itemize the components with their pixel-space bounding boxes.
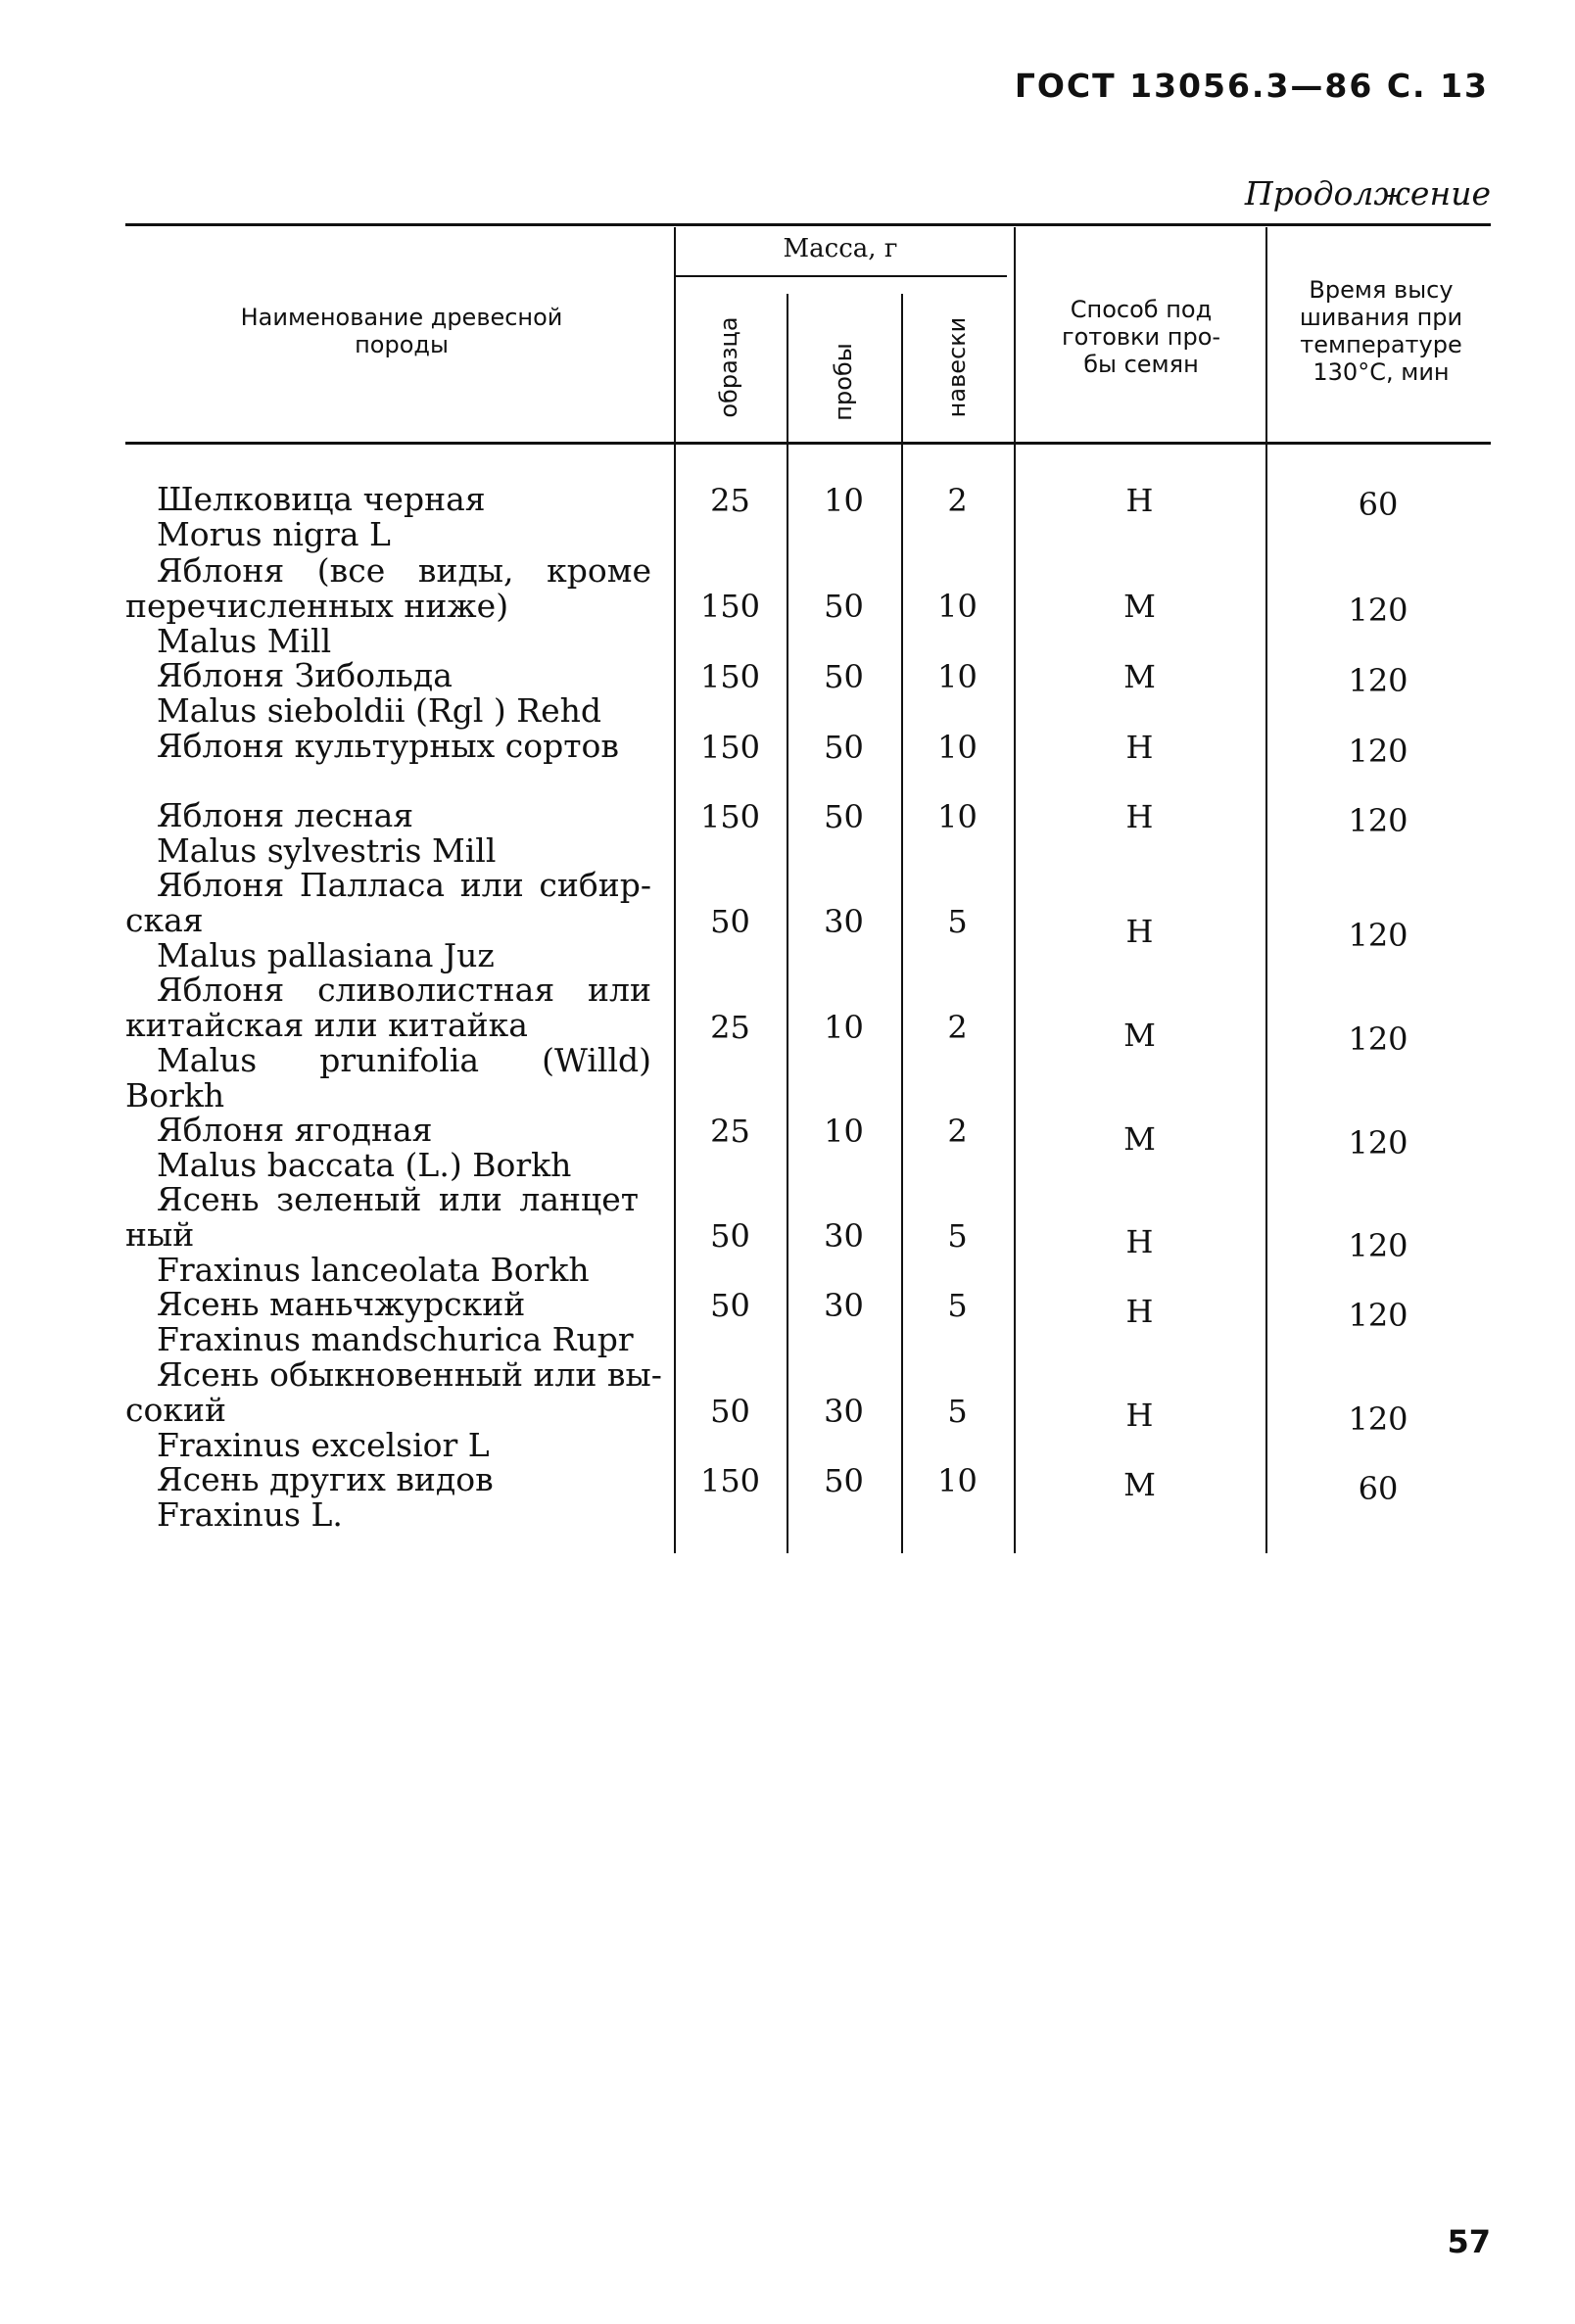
cell-sample-mass: 50 xyxy=(710,1393,750,1430)
cell-method: М xyxy=(1123,1017,1156,1054)
cell-drying-time: 120 xyxy=(1348,1227,1408,1264)
header-species-name: Наименование древесной породы xyxy=(240,304,563,358)
cell-method: Н xyxy=(1125,1223,1154,1260)
cell-probe-mass: 30 xyxy=(824,1393,864,1430)
table-row: Яблоня Палласа или сибир- ская Malus pallasiana Juz xyxy=(125,866,651,974)
cell-drying-time: 120 xyxy=(1348,1297,1408,1334)
cell-drying-time: 120 xyxy=(1348,1020,1408,1058)
cell-probe-mass: 10 xyxy=(824,482,864,519)
continuation-label: Продолжение xyxy=(1244,174,1491,213)
document-code-header: ГОСТ 13056.3—86 С. 13 xyxy=(1014,67,1489,105)
cell-weighing-mass: 10 xyxy=(937,798,978,835)
header-bottom-rule xyxy=(125,442,1491,445)
table-row: Ясень зеленый или ланцет ный Fraxinus lanceolata Borkh xyxy=(125,1180,639,1289)
cell-sample-mass: 50 xyxy=(710,903,750,940)
cell-sample-mass: 150 xyxy=(699,658,761,695)
header-drying-time: Время высу шивания при температуре 130°С, мин xyxy=(1299,276,1463,386)
cell-probe-mass: 50 xyxy=(824,798,864,835)
cell-sample-mass: 150 xyxy=(699,588,761,625)
cell-drying-time: 60 xyxy=(1358,486,1399,523)
cell-weighing-mass: 10 xyxy=(937,658,978,695)
cell-drying-time: 60 xyxy=(1358,1470,1399,1507)
cell-weighing-mass: 2 xyxy=(947,1113,968,1150)
table-top-rule xyxy=(125,223,1491,226)
column-divider xyxy=(1014,227,1016,1553)
cell-probe-mass: 30 xyxy=(824,1217,864,1255)
cell-probe-mass: 10 xyxy=(824,1009,864,1046)
cell-method: Н xyxy=(1125,482,1154,519)
cell-weighing-mass: 5 xyxy=(947,1393,968,1430)
cell-method: М xyxy=(1123,1466,1156,1503)
cell-drying-time: 120 xyxy=(1348,733,1408,770)
cell-method: Н xyxy=(1125,1293,1154,1330)
table-row: Яблоня сливолистная или китайская или китайка Malus prunifolia (Willd) Borkh xyxy=(125,971,651,1115)
table-row: Яблоня лесная Malus sylvestris Mill xyxy=(157,796,497,870)
header-mass-probe: пробы xyxy=(830,343,857,421)
cell-method: Н xyxy=(1125,913,1154,950)
column-divider xyxy=(674,227,676,1553)
cell-drying-time: 120 xyxy=(1348,662,1408,699)
cell-probe-mass: 50 xyxy=(824,588,864,625)
cell-sample-mass: 25 xyxy=(710,482,750,519)
table-row: Ясень обыкновенный или вы- сокий Fraxinus excelsior L xyxy=(125,1355,662,1464)
cell-sample-mass: 50 xyxy=(710,1287,750,1324)
cell-weighing-mass: 5 xyxy=(947,903,968,940)
cell-weighing-mass: 10 xyxy=(937,588,978,625)
table-row: Яблоня Зибольда Malus sieboldii (Rgl ) Rehd xyxy=(157,656,601,730)
table-row: Шелковица черная Morus nigra L xyxy=(157,480,486,553)
cell-sample-mass: 150 xyxy=(699,1462,761,1499)
cell-sample-mass: 150 xyxy=(699,798,761,835)
cell-weighing-mass: 2 xyxy=(947,482,968,519)
header-mass: Масса, г xyxy=(783,234,898,263)
cell-sample-mass: 25 xyxy=(710,1113,750,1150)
page-number: 57 xyxy=(1447,2223,1491,2260)
cell-method: М xyxy=(1123,658,1156,695)
cell-sample-mass: 25 xyxy=(710,1009,750,1046)
cell-sample-mass: 150 xyxy=(699,729,761,766)
cell-weighing-mass: 5 xyxy=(947,1217,968,1255)
cell-sample-mass: 50 xyxy=(710,1217,750,1255)
cell-probe-mass: 50 xyxy=(824,1462,864,1499)
header-mass-sample: образца xyxy=(715,316,742,418)
table-row: Яблоня культурных сортов xyxy=(157,727,619,765)
table-row: Ясень других видов Fraxinus L. xyxy=(157,1460,494,1534)
column-divider xyxy=(1265,227,1267,1553)
cell-probe-mass: 10 xyxy=(824,1113,864,1150)
cell-drying-time: 120 xyxy=(1348,917,1408,954)
cell-method: Н xyxy=(1125,1397,1154,1434)
cell-drying-time: 120 xyxy=(1348,592,1408,629)
cell-method: Н xyxy=(1125,798,1154,835)
cell-drying-time: 120 xyxy=(1348,802,1408,839)
cell-weighing-mass: 10 xyxy=(937,729,978,766)
table-row: Яблоня (все виды, кроме перечисленных ниже) Malus Mill xyxy=(125,551,651,660)
mass-subheader-rule xyxy=(674,275,1007,277)
cell-method: М xyxy=(1123,1120,1156,1158)
cell-probe-mass: 30 xyxy=(824,903,864,940)
cell-probe-mass: 50 xyxy=(824,729,864,766)
cell-drying-time: 120 xyxy=(1348,1124,1408,1162)
table-row: Яблоня ягодная Malus baccata (L.) Borkh xyxy=(157,1111,572,1184)
cell-method: М xyxy=(1123,588,1156,625)
cell-drying-time: 120 xyxy=(1348,1400,1408,1438)
cell-weighing-mass: 10 xyxy=(937,1462,978,1499)
cell-weighing-mass: 5 xyxy=(947,1287,968,1324)
header-preparation-method: Способ под готовки про- бы семян xyxy=(1061,296,1221,378)
cell-probe-mass: 30 xyxy=(824,1287,864,1324)
cell-weighing-mass: 2 xyxy=(947,1009,968,1046)
header-mass-weighing: навески xyxy=(943,316,971,418)
cell-probe-mass: 50 xyxy=(824,658,864,695)
cell-method: Н xyxy=(1125,729,1154,766)
table-row: Ясень маньчжурский Fraxinus mandschurica Rupr xyxy=(157,1285,634,1358)
